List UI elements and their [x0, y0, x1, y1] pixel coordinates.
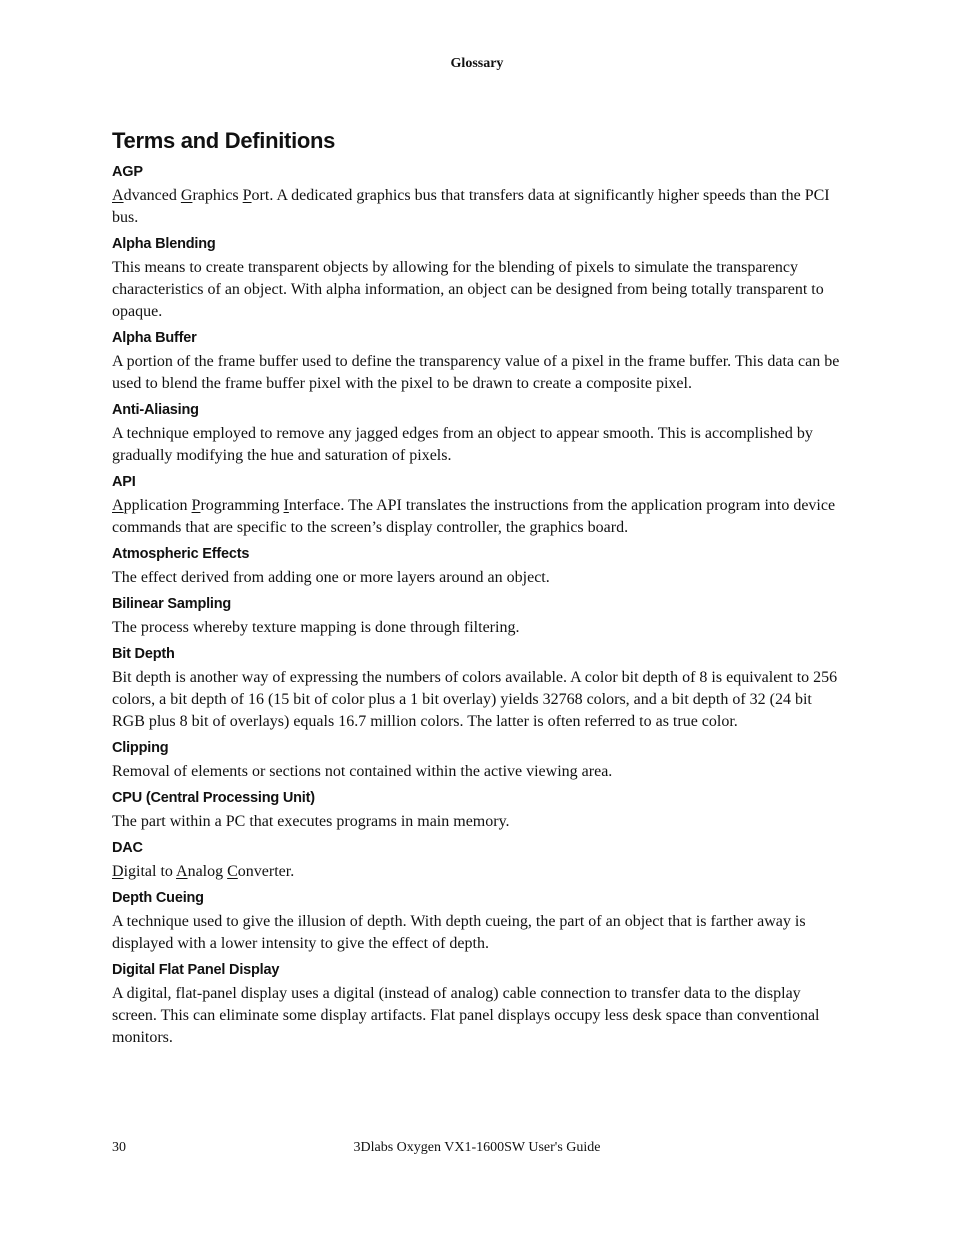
acronym-letter: D [112, 863, 124, 880]
glossary-entry [112, 235, 840, 323]
glossary-term: Anti-Aliasing [112, 402, 199, 418]
glossary-term: AGP [112, 164, 143, 180]
acronym-letter: I [283, 497, 289, 514]
glossary-entries [112, 163, 840, 1049]
glossary-entry [112, 789, 840, 833]
glossary-definition: The effect derived from adding one or more layers around an object. [112, 569, 550, 586]
page-footer [0, 1140, 954, 1160]
glossary-definition: Digital to Analog Converter. [112, 863, 295, 880]
glossary-entry [112, 739, 840, 783]
acronym-letter: G [180, 187, 193, 204]
glossary-entry [112, 473, 840, 539]
acronym-letter: C [227, 863, 238, 880]
glossary-content [112, 127, 840, 1055]
page-number: 30 [112, 1140, 126, 1155]
glossary-term: CPU (Central Processing Unit) [112, 790, 315, 806]
glossary-definition: The part within a PC that executes programs in main memory. [112, 813, 510, 830]
glossary-entry [112, 645, 840, 733]
glossary-definition: Bit depth is another way of expressing the numbers of colors available. A color bit depth of 8 is equivalent to 256 colors, a bit depth of 16 (15 bit of color plus a 1 bit overlay) yields 32768 colors, and a bit depth of 32 (24 bit RGB plus 8 bit of overlays) equals 16.7 million colors. The latter is often referred to as true color. [112, 669, 838, 730]
glossary-term: Digital Flat Panel Display [112, 962, 280, 978]
glossary-definition: Removal of elements or sections not contained within the active viewing area. [112, 763, 613, 780]
section-title: Terms and Definitions [112, 128, 336, 153]
glossary-term: Depth Cueing [112, 890, 204, 906]
book-title: 3Dlabs Oxygen VX1-1600SW User's Guide [353, 1140, 601, 1155]
glossary-term: Alpha Buffer [112, 330, 197, 346]
glossary-entry [112, 329, 840, 395]
glossary-entry [112, 889, 840, 955]
glossary-definition: This means to create transparent objects by allowing for the blending of pixels to simulate the transparency characteristics of an object. With alpha information, an object can be designed from being totally transparent to opaque. [112, 259, 824, 320]
glossary-definition: A portion of the frame buffer used to define the transparency value of a pixel in the frame buffer. This data can be used to blend the frame buffer pixel with the pixel to be drawn to create a composite pixel. [112, 353, 840, 392]
glossary-term: Bilinear Sampling [112, 596, 232, 612]
glossary-definition: A technique used to give the illusion of depth. With depth cueing, the part of an object that is farther away is displayed with a lower intensity to give the effect of depth. [112, 913, 806, 952]
glossary-entry [112, 595, 840, 639]
glossary-entry [112, 545, 840, 589]
glossary-definition: A digital, flat-panel display uses a digital (instead of analog) cable connection to transfer data to the display screen. This can eliminate some display artifacts. Flat panel displays occupy less desk space than conventional monitors. [112, 985, 820, 1046]
glossary-definition: Advanced Graphics Port. A dedicated graphics bus that transfers data at significantly higher speeds than the PCI bus. [112, 187, 830, 226]
glossary-term: Bit Depth [112, 646, 175, 662]
glossary-entry [112, 961, 840, 1049]
glossary-entry [112, 401, 840, 467]
glossary-entry [112, 839, 840, 883]
glossary-term: Atmospheric Effects [112, 546, 250, 562]
glossary-term: DAC [112, 840, 143, 856]
glossary-term: Clipping [112, 740, 169, 756]
glossary-definition: Application Programming Interface. The API translates the instructions from the application program into device commands that are specific to the screen’s display controller, the graphics board. [112, 497, 836, 536]
acronym-letter: A [112, 497, 124, 514]
glossary-definition: The process whereby texture mapping is done through filtering. [112, 619, 520, 636]
acronym-letter: A [112, 187, 124, 204]
running-head: Glossary [450, 56, 504, 71]
glossary-definition: A technique employed to remove any jagged edges from an object to appear smooth. This is accomplished by gradually modifying the hue and saturation of pixels. [112, 425, 813, 464]
acronym-letter: P [242, 187, 252, 204]
acronym-letter: A [176, 863, 188, 880]
glossary-entry [112, 163, 840, 229]
glossary-term: API [112, 474, 136, 490]
acronym-letter: P [191, 497, 201, 514]
glossary-term: Alpha Blending [112, 236, 216, 252]
